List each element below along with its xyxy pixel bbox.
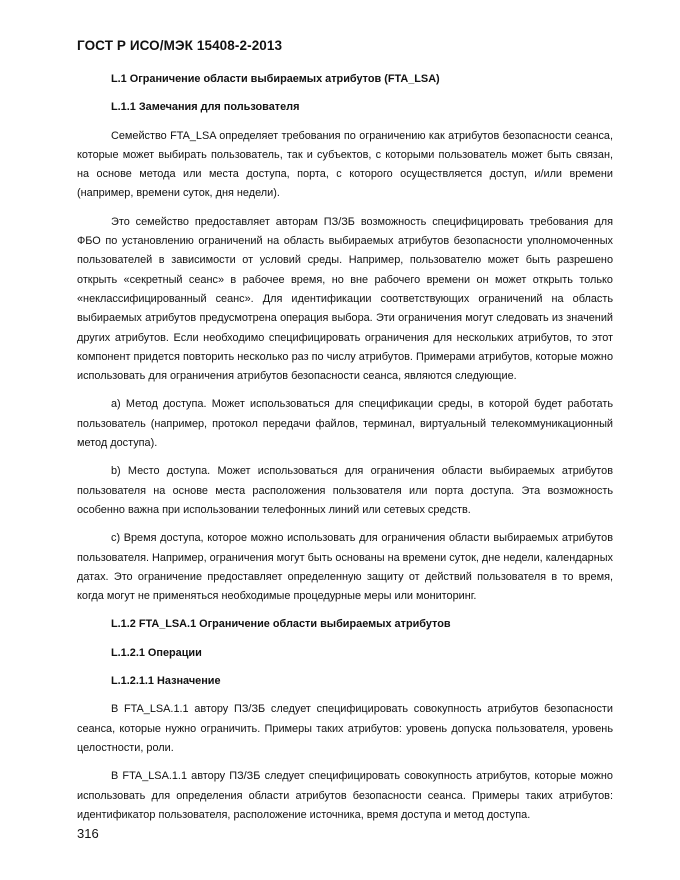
- page-body: [77, 70, 613, 834]
- section-heading-l1-1: L.1.1 Замечания для пользователя: [111, 101, 300, 114]
- list-item-access-method: а) Метод доступа. Может использоваться для спецификации среды, в которой будет работать пользователь (например, протокол передачи файлов, терминал, виртуальный телекоммуникационный метод доступа).: [77, 398, 613, 450]
- paragraph: В FTA_LSA.1.1 автору ПЗ/ЗБ следует специфицировать совокупность атрибутов, которые можно использовать для определения области атрибутов безопасности сеанса. Примеры таких атрибутов: идентификатор пользователя, расположение источника, время доступа и метод доступа.: [77, 770, 613, 821]
- section-heading-l1: L.1 Ограничение области выбираемых атрибутов (FTA_LSA): [111, 73, 440, 85]
- paragraph: Семейство FTA_LSA определяет требования по ограничению как атрибутов безопасности сеанса, которые может выбирать пользователь, так и субъектов, с которыми пользователь может быть связан, на основе метода или места доступа, порта, с которого осуществляется доступ, и/или времени (например, времени суток, дня недели).: [77, 129, 613, 200]
- section-heading-l1-2-1-1: L.1.2.1.1 Назначение: [111, 675, 221, 688]
- page-number: 316: [77, 826, 99, 841]
- paragraph: В FTA_LSA.1.1 автору ПЗ/ЗБ следует специфицировать совокупность атрибутов безопасности сеанса, которые нужно ограничить. Примеры таких атрибутов: уровень допуска пользователя, уровень целостности, роли.: [77, 703, 613, 754]
- paragraph: Это семейство предоставляет авторам ПЗ/ЗБ возможность специфицировать требования для ФБО по установлению ограничений на область выбираемых атрибутов безопасности уполномоченных пользователей в зависимости от условий среды. Например, пользователю может быть разрешено открыть «секретный сеанс» в рабочее время, но вне рабочего времени он может открыть только «неклассифицированный сеанс». Для идентификации соответствующих ограничений на область выбираемых атрибутов предусмотрена операция выбора. Эти ограничения могут следовать из значений других атрибутов. Если необходимо специфицировать ограничения для нескольких атрибутов, то этот компонент придется повторить несколько раз по числу атрибутов. Примерами атрибутов, которые можно использовать для ограничения атрибутов безопасности сеанса, являются следующие.: [77, 215, 613, 383]
- document-header: ГОСТ Р ИСО/МЭК 15408-2-2013: [77, 38, 283, 53]
- list-item-access-time: c) Время доступа, которое можно использовать для ограничения области выбираемых атрибутов пользователя. Например, ограничения могут быть основаны на времени суток, дне недели, календарных датах. Это ограничение предоставляет определенную защиту от действий пользователя в то время, когда могут не применяться необходимые процедурные меры или мониторинг.: [77, 532, 613, 603]
- list-item-access-location: b) Место доступа. Может использоваться для ограничения области выбираемых атрибутов пользователя на основе места расположения пользователя или порта доступа. Эта возможность особенно важна при использовании телефонных линий или сетевых средств.: [77, 465, 613, 516]
- section-heading-l1-2: L.1.2 FTA_LSA.1 Ограничение области выбираемых атрибутов: [111, 618, 451, 631]
- section-heading-l1-2-1: L.1.2.1 Операции: [111, 646, 202, 659]
